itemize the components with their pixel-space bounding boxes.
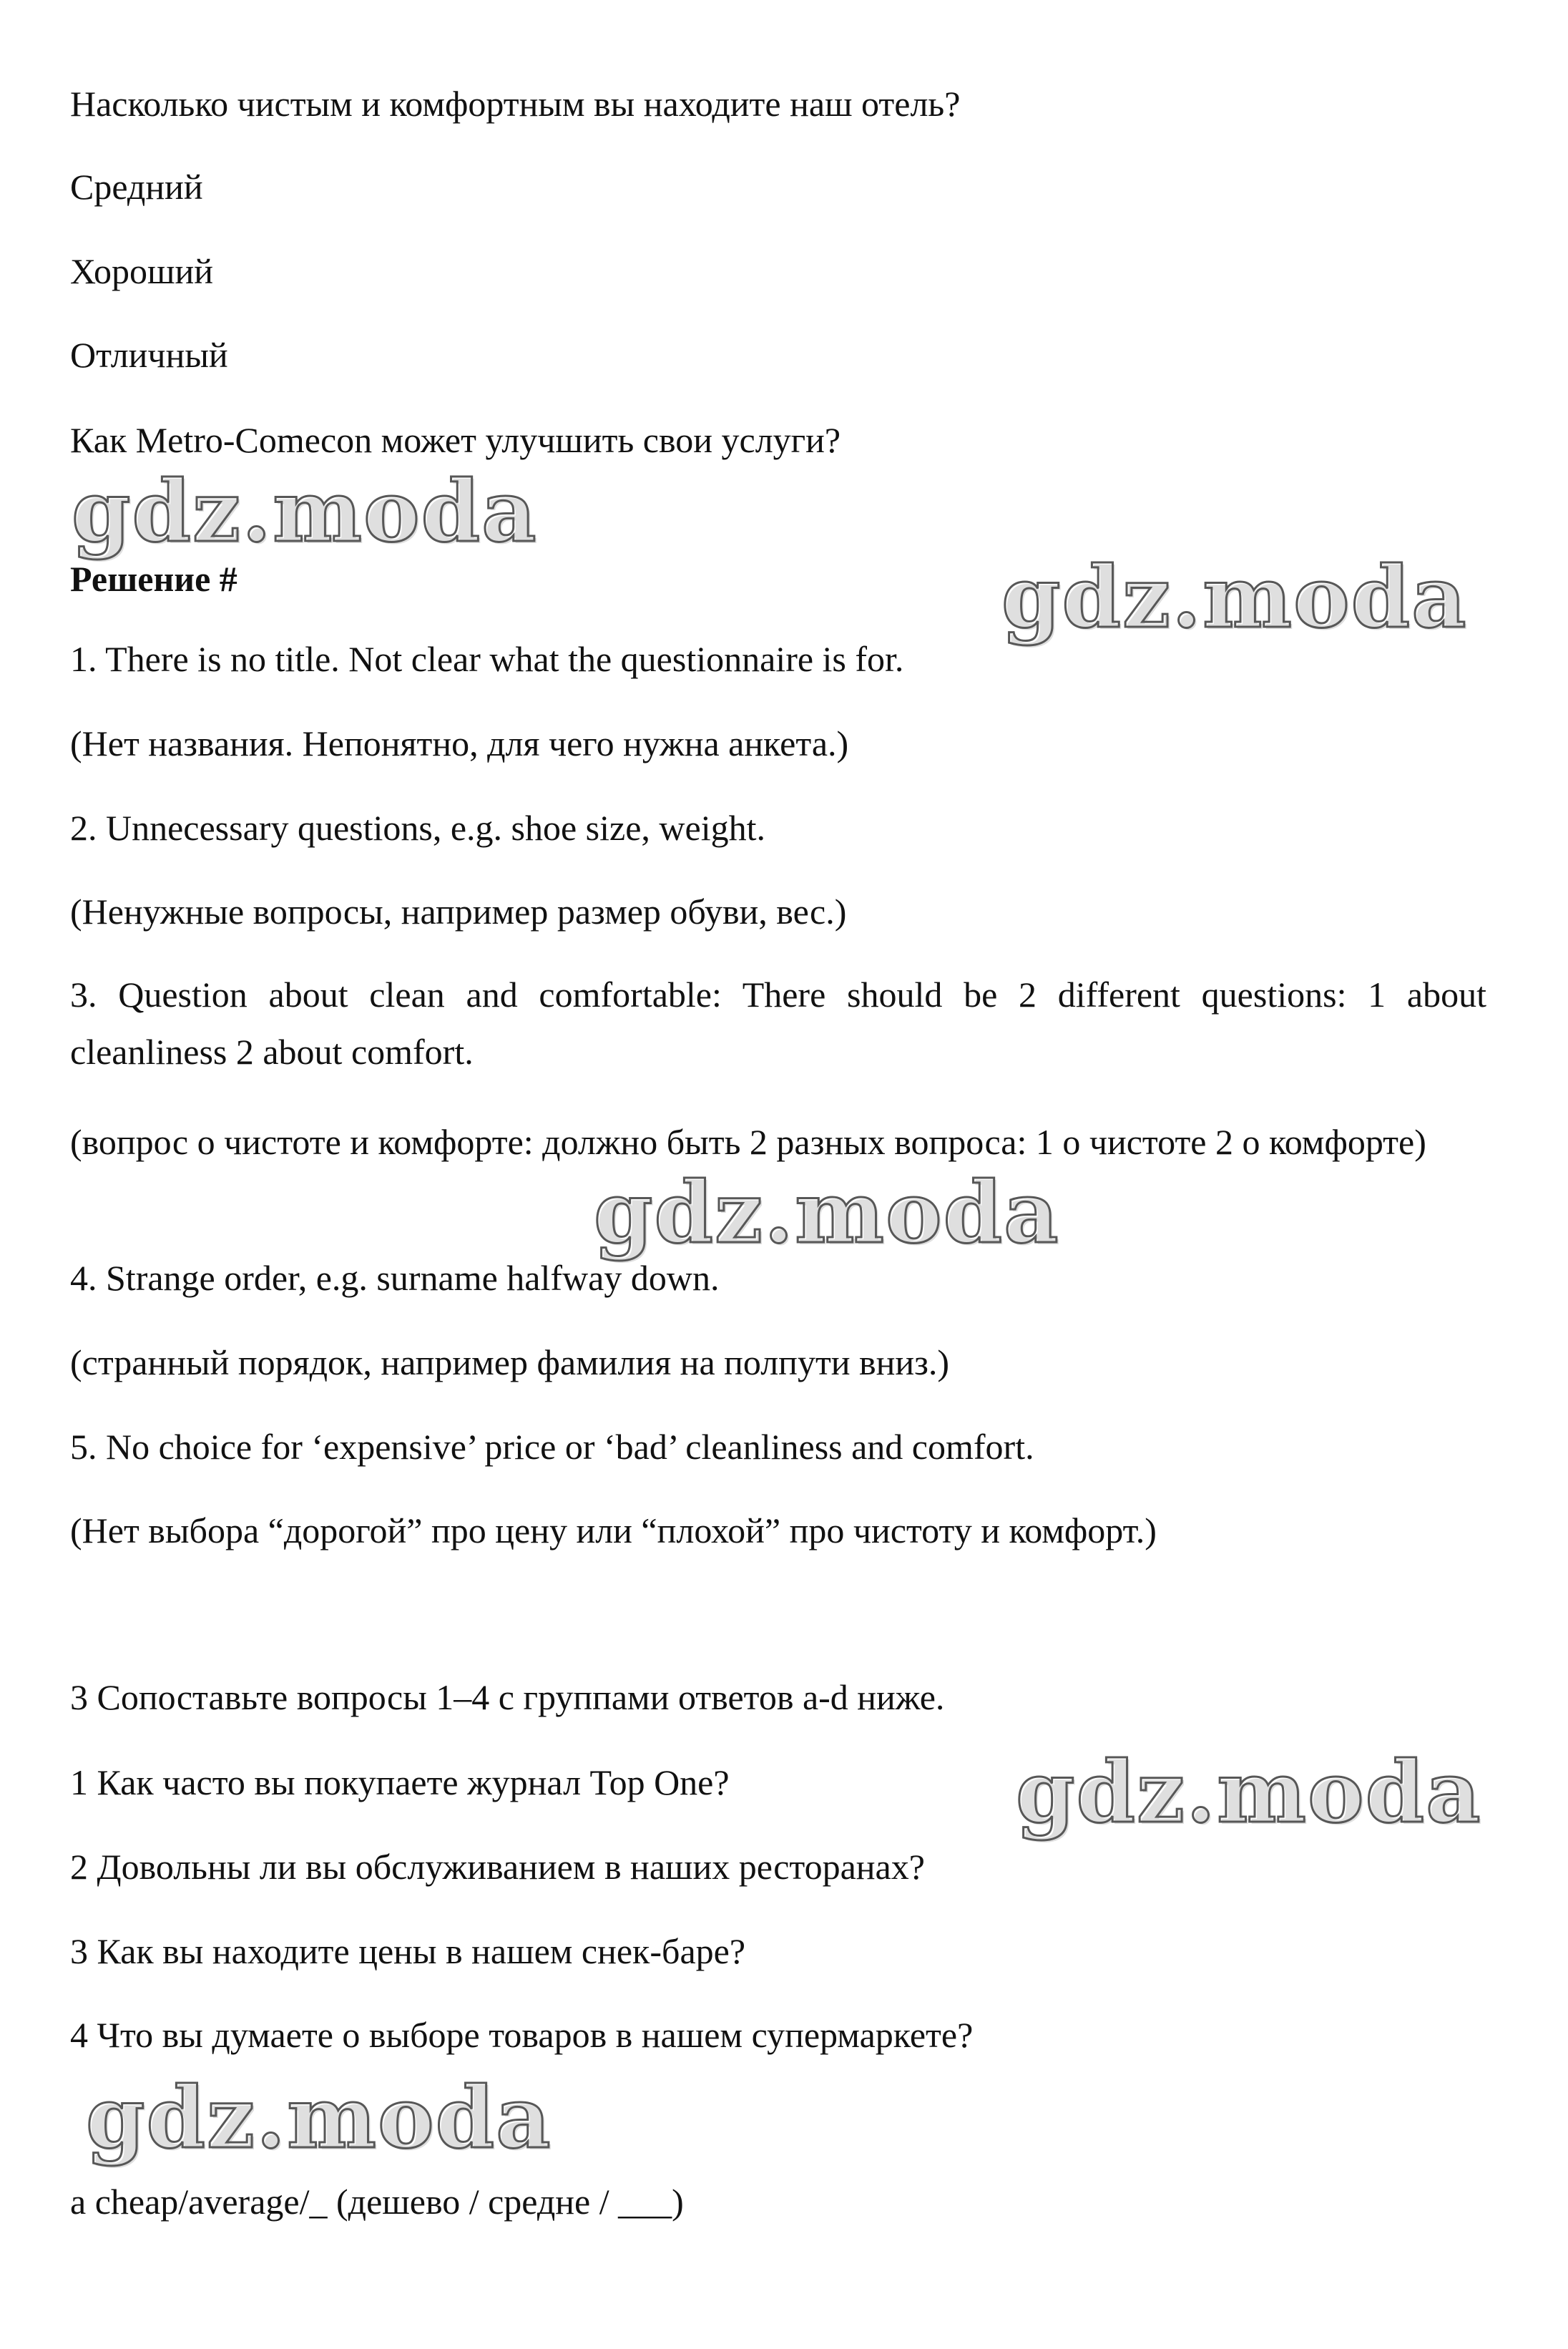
watermark-logo: gdz.moda: [86, 2068, 552, 2167]
watermark-logo: gdz.moda: [594, 1163, 1060, 1262]
solution-item-2-ru: (Ненужные вопросы, например размер обуви, вес.): [70, 892, 847, 932]
solution-item-3-en: 3. Question about clean and comfortable: There should be 2 different questions: 1 about cleanliness 2 about comfort.: [70, 975, 1486, 1072]
answer-option-average: Средний: [70, 167, 203, 207]
task-3-question-1: 1 Как часто вы покупаете журнал Top One?: [70, 1762, 730, 1802]
solution-item-4-en: 4. Strange order, e.g. surname halfway down.: [70, 1258, 720, 1298]
answer-option-good: Хороший: [70, 251, 213, 291]
solution-item-1-en: 1. There is no title. Not clear what the questionnaire is for.: [70, 639, 904, 679]
solution-item-5-ru: (Нет выбора “дорогой” про цену или “плохой” про чистоту и комфорт.): [70, 1510, 1157, 1550]
task-3-answer-a: a cheap/average/_ (дешево / средне / ___): [70, 2182, 684, 2222]
solution-item-2-en: 2. Unnecessary questions, e.g. shoe size, weight.: [70, 808, 765, 848]
task-3-question-4: 4 Что вы думаете о выборе товаров в нашем супермаркете?: [70, 2015, 974, 2055]
solution-item-4-ru: (странный порядок, например фамилия на полпути вниз.): [70, 1342, 950, 1382]
watermark-logo: gdz.moda: [72, 462, 538, 561]
watermark-logo: gdz.moda: [1016, 1742, 1482, 1842]
solution-heading: Решение #: [70, 559, 237, 599]
watermark-logo: gdz.moda: [1001, 547, 1468, 647]
question-clean-comfortable: Насколько чистым и комфортным вы находите наш отель?: [70, 84, 961, 124]
question-improve-services: Как Metro-Comecon может улучшить свои услуги?: [70, 420, 841, 460]
answer-option-excellent: Отличный: [70, 335, 228, 375]
solution-item-3-ru: (вопрос о чистоте и комфорте: должно быть 2 разных вопроса: 1 о чистоте 2 о комфорте): [70, 1122, 1426, 1162]
solution-item-5-en: 5. No choice for ‘expensive’ price or ‘bad’ cleanliness and comfort.: [70, 1427, 1034, 1467]
task-3-title: 3 Сопоставьте вопросы 1–4 с группами ответов a-d ниже.: [70, 1677, 945, 1717]
task-3-question-3: 3 Как вы находите цены в нашем снек-баре?: [70, 1931, 746, 1971]
task-3-question-2: 2 Довольны ли вы обслуживанием в наших ресторанах?: [70, 1847, 925, 1887]
solution-item-1-ru: (Нет названия. Непонятно, для чего нужна анкета.): [70, 723, 849, 763]
